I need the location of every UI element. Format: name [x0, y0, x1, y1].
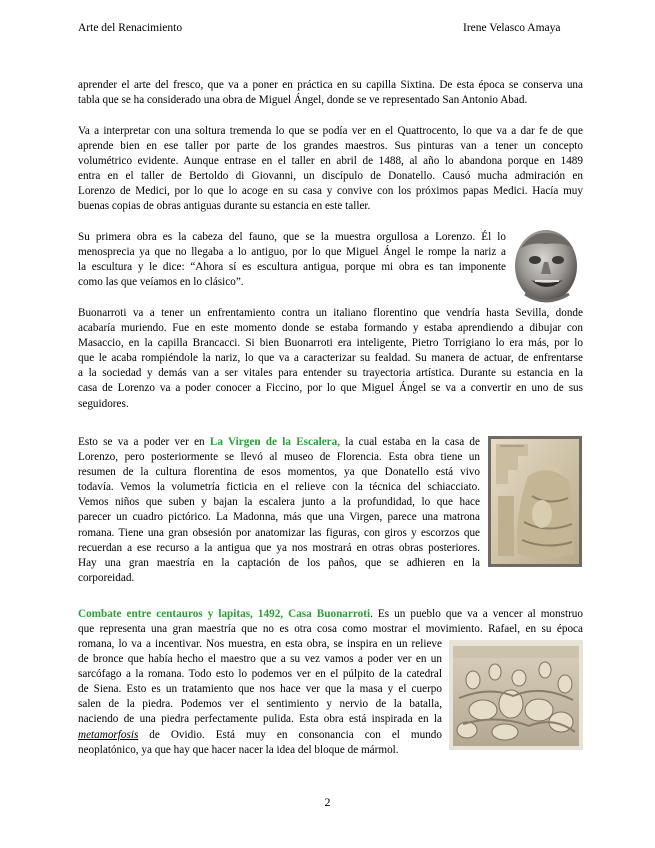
- artwork-title-combate: Combate entre centauros y lapitas, 1492, Casa Buonarroti: [78, 608, 371, 620]
- header-right: Irene Velasco Amaya: [463, 22, 561, 34]
- text-line: aprende bien en ese taller por parte de los grandes maestros. Sus pinturas van a tener un concepto: [78, 140, 583, 153]
- paragraph-1: [78, 78, 583, 108]
- faun-head-image: [511, 224, 582, 306]
- text-line: naciendo de una piedra perfectamente pulida. Esta obra está inspirada en la: [78, 713, 442, 726]
- text-run: . Es un pueblo que va a vencer al monstruo: [370, 608, 583, 620]
- metamorfosis-word: metamorfosis: [78, 728, 139, 741]
- paragraph-3: [78, 230, 506, 290]
- text-line: Lorenzo, pero posteriormente se llevó al museo de Florencia. Esta obra tiene un: [78, 451, 480, 464]
- text-line: la escultura y le dice: “Ahora sí es escultura antigua, porque mi obra es tan imponente: [78, 261, 506, 274]
- text-run: la cual estaba en la casa de: [340, 436, 480, 448]
- text-line: Lorenzo de Medici, por lo que lo acoge en su casa y convive con los próximos papas Medici. Hacía muy: [78, 185, 583, 198]
- text-line: seguidores.: [78, 397, 129, 410]
- text-line: [78, 435, 480, 450]
- paragraph-6-top: [78, 607, 583, 637]
- text-line: resumen de la cultura florentina de esos momentos, ya que Donatello está vivo: [78, 466, 480, 479]
- text-line: menosprecia ya que no llegaba a lo antiguo, por lo que Miguel Ángel le rompe la nariz a: [78, 246, 506, 259]
- text-line: Su primera obra es la cabeza del fauno, que se la muestra orgullosa a Lorenzo. Él lo: [78, 231, 506, 243]
- text-line: sarcófago a la romana. Todo esto lo podemos ver en el púlpito de la catedral: [78, 668, 442, 681]
- text-line: Buonarroti va a tener un enfrentamiento contra un italiano florentino que vendría hasta Sevilla, donde: [78, 307, 583, 319]
- text-line: Vemos niños que suben y bajan la escalera junto a la profundidad, lo que hace: [78, 496, 480, 509]
- text-line: romana, lo va a incentivar. Nos muestra, en esta obra, se inspira en un relieve: [78, 638, 442, 650]
- text-line: a la sociedad y demás van a ser vitales para entender su trayectoria artística. Durante su estancia en la: [78, 367, 583, 380]
- text-line: de Siena. Esto es un tratamiento que nos hace ver que la masa y el cuerpo: [78, 683, 442, 696]
- text-line: casa de Lorenzo va a poder conocer a Ficcino, por lo que Miguel Ángel se va a convertir en uno de sus: [78, 382, 583, 395]
- text-line: entra en el taller de Bertoldo di Giovanni, un discípulo de Donatello. Causó mucha admiración en: [78, 170, 583, 183]
- paragraph-5: [78, 435, 480, 586]
- text-run: de Ovidio. Está muy en consonancia con el mundo: [138, 728, 442, 741]
- text-line: buenas copias de obras antiguas durante su estancia en este taller.: [78, 200, 371, 213]
- text-line: Masaccio, en la capilla Brancacci. Si bien Buonarroti era inteligente, Pietro Torrigiano lo era más, por lo: [78, 337, 583, 350]
- text-line: que representa una gran maestría que no es otra cosa como mostrar el movimiento. Rafael, en su época: [78, 623, 583, 636]
- paragraph-6-body: [78, 637, 442, 758]
- text-line: acabaría muriendo. Fue en este momento donde se estaba formando y estaba aprendiendo a dibujar con: [78, 322, 583, 335]
- text-line: que le acaba rompiéndole la nariz, lo que va a caracterizar su fealdad. Su manera de actuar, de enfrentarse: [78, 352, 583, 365]
- virgen-escalera-image: [488, 436, 582, 567]
- text-line: parecer un cuadro pictórico. La Madonna, más que una Virgen, parece una matrona: [78, 511, 480, 524]
- text-line: romana. Tiene una gran obsesión por anatomizar las figuras, con giros y escorzos que: [78, 526, 480, 539]
- centauros-relief-image: [449, 640, 583, 750]
- text-run: Esto se va a poder ver en: [78, 436, 210, 448]
- text-line: corporeidad.: [78, 571, 135, 584]
- text-line: [78, 607, 583, 622]
- paragraph-4: [78, 306, 583, 412]
- page-number: 2: [324, 795, 331, 809]
- artwork-title-virgen: La Virgen de la Escalera,: [209, 436, 341, 448]
- text-line: de bronce que había hecho el maestro que a su vez vamos a poder ver en un: [78, 653, 442, 666]
- header-left: Arte del Renacimiento: [78, 22, 183, 34]
- text-line: todavía. Vemos la volumetría ficticia en el relieve con la técnica del schiacciato.: [78, 481, 480, 494]
- text-line: neoplatónico, ya que hay que hacer nacer la idea del bloque de mármol.: [78, 743, 399, 756]
- text-line: volumétrico evidente. Aunque entrase en el taller en abril de 1488, al año lo abandona porque en 1489: [78, 155, 583, 168]
- text-line: Hay una gran maestría en la captación de los paños, que se adhieren en la: [78, 556, 480, 569]
- text-line: salen de la piedra. Podemos ver el sentimiento y nervio de la batalla,: [78, 698, 442, 711]
- text-line: aprender el arte del fresco, que va a poner en práctica en su capilla Sixtina. De esta época se conserva una: [78, 79, 583, 91]
- text-line: como las que veíamos en lo clásico”.: [78, 276, 244, 289]
- paragraph-2: [78, 124, 583, 215]
- text-line: [78, 728, 442, 743]
- text-line: tabla que se ha considerado una obra de Miguel Ángel, donde se ve representado San Antonio Abad.: [78, 94, 528, 107]
- text-line: recuerdan a ese recurso a la antigua que ya nos mostrará en otras obras posteriores.: [78, 541, 480, 554]
- text-line: Va a interpretar con una soltura tremenda lo que se podía ver en el Quattrocento, lo que va a dar fe de que: [78, 125, 583, 137]
